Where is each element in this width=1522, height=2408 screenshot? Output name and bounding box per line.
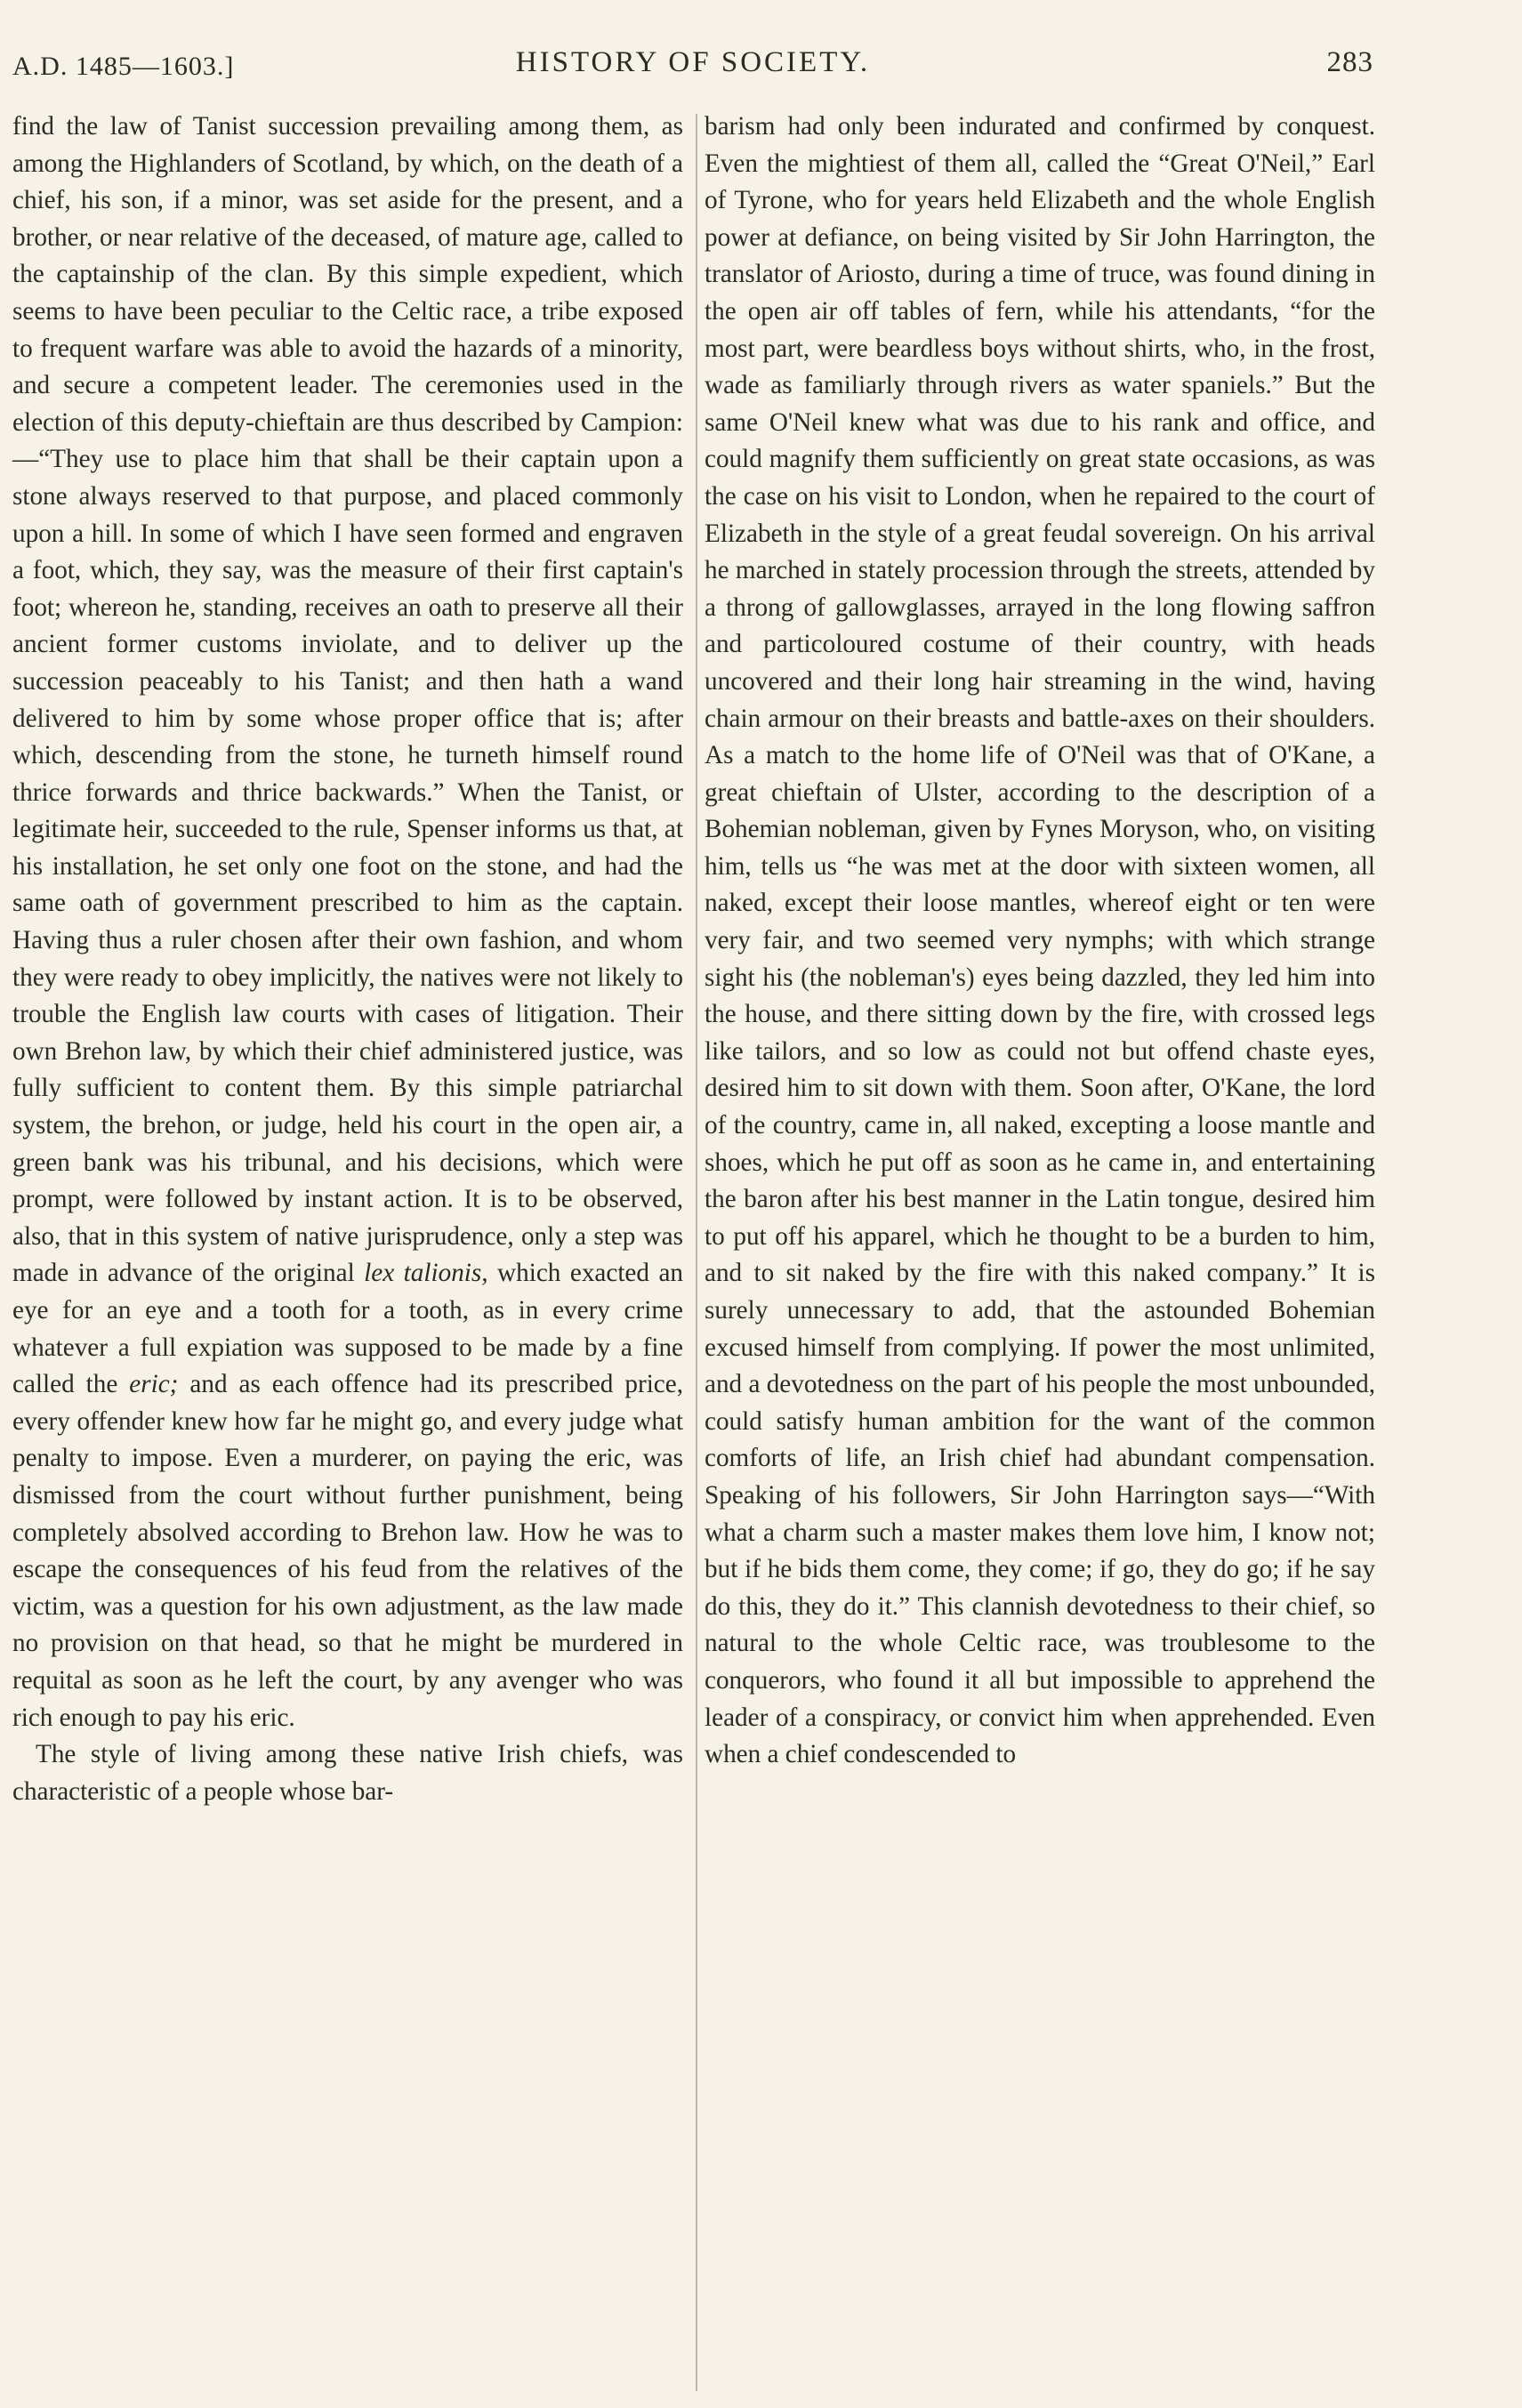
italic-phrase: lex talionis, [364, 1259, 488, 1288]
text-run: find the law of Tanist succession prevailing among them, as among the Highlanders of Scotland, by which, on the death of a chief, his son, if a minor, was set aside for the present, and a brother, or near relative of the deceased, of mature age, called to the captainship of the clan. By this simple expedient, which seems to have been peculiar to the Celtic race, a tribe exposed to frequent warfare was able to avoid the hazards of a minority, and secure a competent leader. The ceremonies used in the election of this deputy-chieftain are thus described by Campion:—“They use to place him that shall be their captain upon a stone always reserved to that purpose, and placed commonly upon a hill. In some of which I have seen formed and engraven a foot, which, they say, was the measure of their first captain's foot; whereon he, standing, receives an oath to preserve all their ancient former customs inviolate, and to deliver up the succession peaceably to his Tanist; and then hath a wand delivered to him by some whose proper office that is; after which, descending from the stone, he turneth himself round thrice forwards and thrice backwards.” When the Tanist, or legitimate heir, succeeded to the rule, Spenser informs us that, at his installation, he set only one foot on the stone, and had the same oath of government prescribed to him as the captain. Having thus a ruler chosen after their own fashion, and whom they were ready to obey implicitly, the natives were not likely to trouble the English law courts with cases of litigation. Their own Brehon law, by which their chief administered justice, was fully sufficient to content them. By this simple patriarchal system, the brehon, or judge, held his court in the open air, a green bank was his tribunal, and his decisions, which were prompt, were followed by instant action. It is to be observed, also, that in this system of native jurisprudence, only a step was made in advance of the original [12, 112, 683, 1288]
italic-phrase: eric; [129, 1370, 179, 1399]
running-header [12, 46, 1373, 91]
date-range: A.D. 1485—1603.] [12, 52, 235, 81]
paragraph [12, 109, 683, 1736]
running-title: HISTORY OF SOCIETY. [515, 46, 871, 78]
text-run: which exacted an eye for an eye and a tooth for a tooth, as in every crime whatever a full expiation was supposed to be made by a fine called the [12, 1259, 684, 1399]
left-column [12, 109, 683, 1810]
paragraph: barism had only been indurated and confirmed by conquest. Even the mightiest of them all, called the “Great O'Neil,” Earl of Tyrone, who for years held Elizabeth and the whole English power at defiance, on being visited by Sir John Harrington, the translator of Ariosto, during a time of truce, was found dining in the open air off tables of fern, while his attendants, “for the most part, were beardless boys without shirts, who, in the frost, wade as familiarly through rivers as water spaniels.” But the same O'Neil knew what was due to his rank and office, and could magnify them sufficiently on great state occasions, as was the case on his visit to London, when he repaired to the court of Elizabeth in the style of a great feudal sovereign. On his arrival he marched in stately procession through the streets, attended by a throng of gallowglasses, arrayed in the long flowing saffron and particoloured costume of their country, with heads uncovered and their long hair streaming in the wind, having chain armour on their breasts and battle-axes on their shoulders. As a match to the home life of O'Neil was that of O'Kane, a great chieftain of Ulster, according to the description of a Bohemian nobleman, given by Fynes Moryson, who, on visiting him, tells us “he was met at the door with sixteen women, all naked, except their loose mantles, whereof eight or ten were very fair, and two seemed very nymphs; with which strange sight his (the nobleman's) eyes being dazzled, they led him into the house, and there sitting down by the fire, with crossed legs like tailors, and so low as could not but offend chaste eyes, desired him to sit down with them. Soon after, O'Kane, the lord of the country, came in, all naked, excepting a loose mantle and shoes, which he put off as soon as he came in, and entertaining the baron after his best manner in the Latin tongue, desired him to put off his apparel, which he thought to be a burden to him, and to sit naked by the fire with this naked company.” It is surely unnecessary to add, that the astounded Bohemian excused himself from complying. If power the most unlimited, and a devotedness on the part of his people the most unbounded, could satisfy human ambition for the want of the common comforts of life, an Irish chief had abundant compensation. Speaking of his followers, Sir John Harrington says—“With what a charm such a master makes them love him, I know not; but if he bids them come, they come; if go, they do go; if he say do this, they do it.” This clannish devotedness to their chief, so natural to the whole Celtic race, was troublesome to the conquerors, who found it all but impossible to apprehend the leader of a conspiracy, or convict him when apprehended. Even when a chief condescended to [705, 112, 1375, 1769]
right-column [705, 109, 1375, 1774]
text-run: and as each offence had its prescribed price, every offender knew how far he might go, and every judge what penalty to impose. Even a murderer, on paying the eric, was dismissed from the court without further punishment, being completely absolved according to Brehon law. How he was to escape the consequences of his feud from the relatives of the victim, was a question for his own adjustment, as the law made no provision on that head, so that he might be murdered in requital as soon as he left the court, by any avenger who was rich enough to pay his eric. [12, 1370, 684, 1732]
paragraph: The style of living among these native Irish chiefs, was characteristic of a people whose bar- [12, 1740, 683, 1806]
page-number: 283 [1326, 46, 1373, 78]
column-divider [696, 114, 697, 2391]
